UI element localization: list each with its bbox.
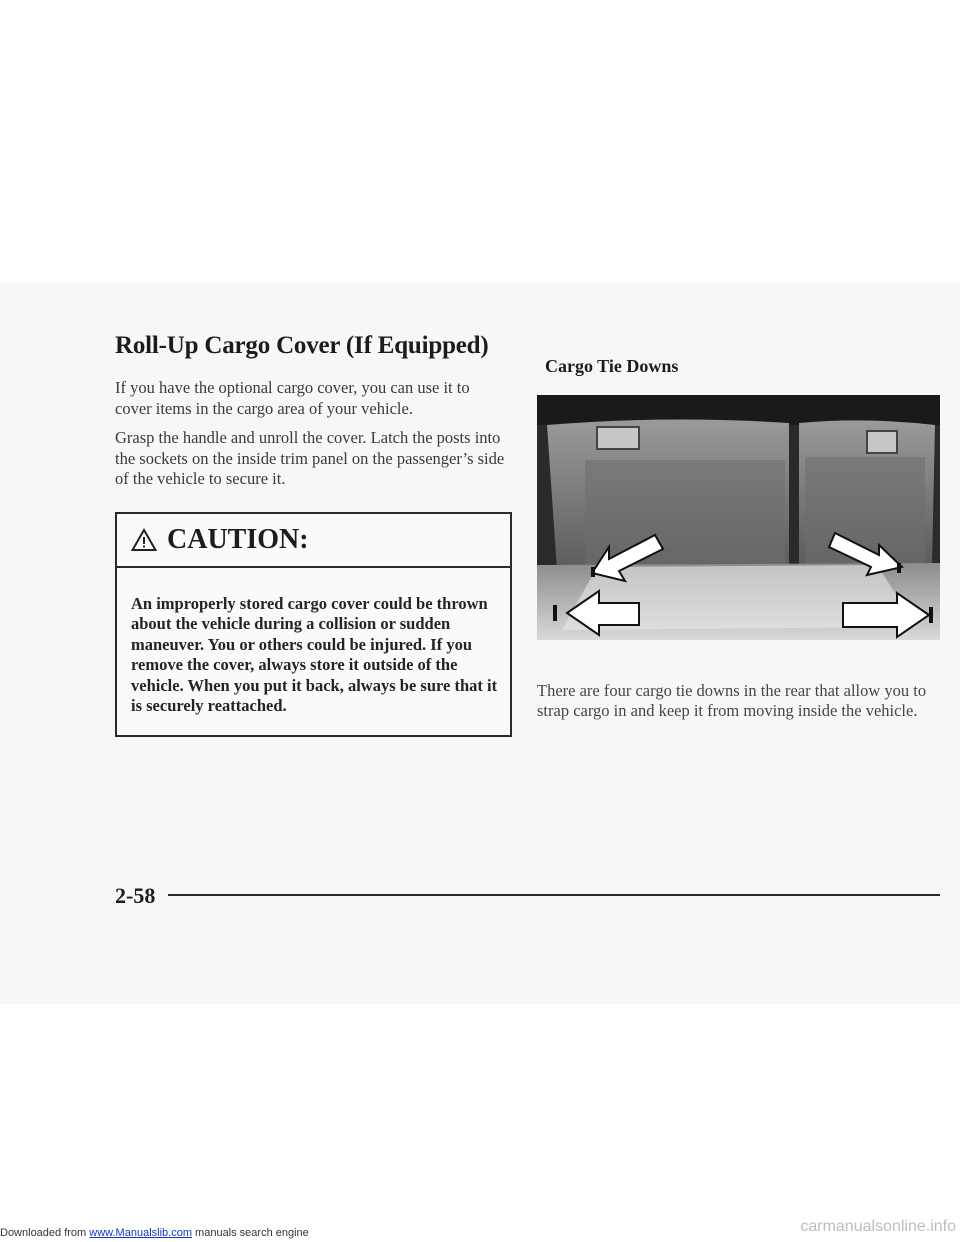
paragraph-cover-instructions: Grasp the handle and unroll the cover. Latch the posts into the sockets on the inside trim panel on the passenger’s side of the vehicle to secure it. [115, 428, 505, 488]
page-number: 2-58 [115, 883, 156, 908]
right-column [533, 356, 945, 377]
caution-title: CAUTION: [167, 523, 309, 555]
paragraph-cover-intro: If you have the optional cargo cover, you can use it to cover items in the cargo area of your vehicle. [115, 378, 470, 418]
warning-triangle-icon [131, 528, 157, 552]
source-prefix: Downloaded from [0, 1227, 87, 1239]
cargo-tie-downs-illustration [537, 395, 940, 640]
section-title-cargo-cover: Roll-Up Cargo Cover (If Equipped) [115, 332, 489, 359]
source-suffix: manuals search engine [195, 1227, 309, 1239]
manualslib-link[interactable]: www.Manualslib.com [89, 1227, 192, 1239]
paragraph-tie-downs: There are four cargo tie downs in the rear that allow you to strap cargo in and keep it from moving inside the vehicle. [537, 680, 927, 720]
watermark: carmanualsonline.info [800, 1218, 956, 1235]
cargo-area-photo [537, 395, 940, 640]
footer-rule [168, 894, 940, 896]
caution-box [115, 512, 512, 737]
caution-text: An improperly stored cargo cover could be thrown about the vehicle during a collision or sudden maneuver. You or others could be injured. If you remove the cover, always store it outside of the vehicle. When you put it back, always be sure that it is securely reattached. [131, 593, 498, 715]
source-line [0, 1227, 309, 1239]
left-column [115, 332, 510, 737]
section-title-tie-downs: Cargo Tie Downs [545, 356, 679, 376]
caution-header [117, 514, 510, 568]
